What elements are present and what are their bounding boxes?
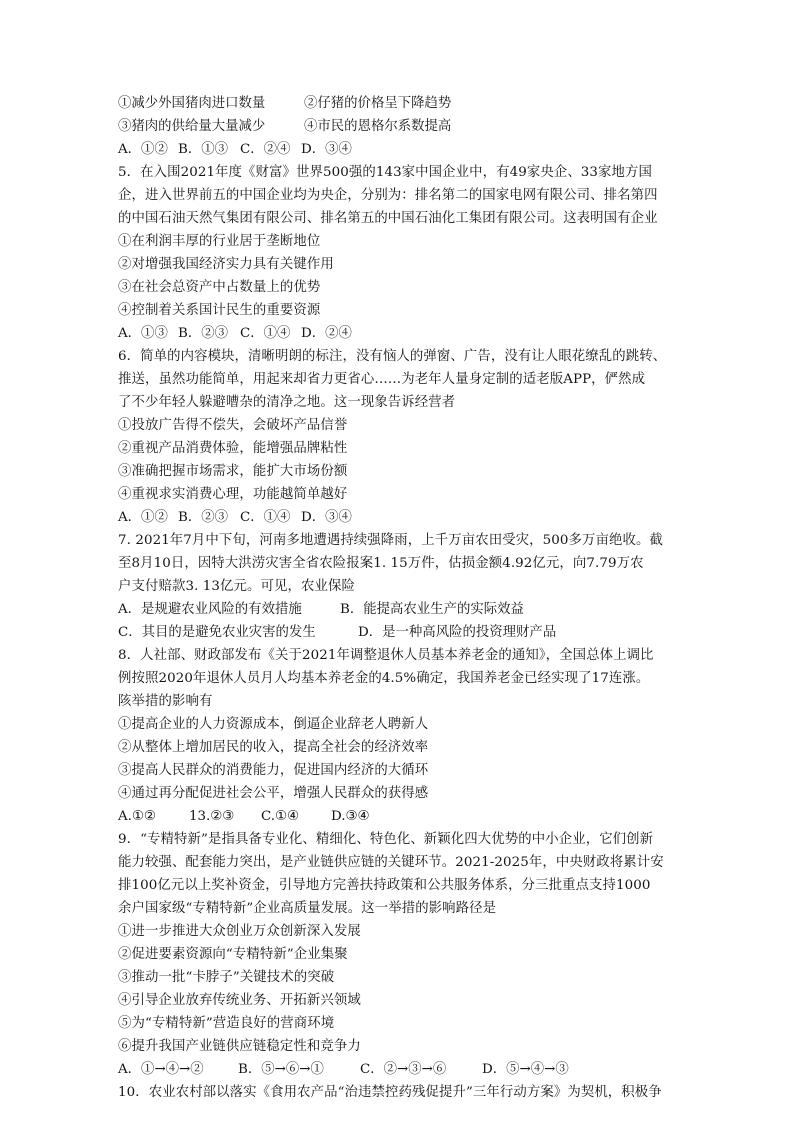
answer-choice: D．②④ bbox=[301, 326, 352, 341]
statement-item: ③在社会总资产中占数量上的优势 bbox=[118, 280, 321, 295]
answer-choice: A．①② bbox=[118, 510, 168, 525]
option-item: ③猪肉的供给量大量减少 bbox=[118, 119, 266, 134]
answer-choice: B．①③ bbox=[178, 142, 229, 157]
statement-item: ②重视产品消费体验，能增强品牌粘性 bbox=[118, 441, 348, 456]
question-8 bbox=[118, 644, 678, 828]
statement-item: ④控制着关系国计民生的重要资源 bbox=[118, 303, 321, 318]
question-stem-line: 排100亿元以上奖补资金，引导地方完善扶持政策和公共服务体系，分三批重点支持1000 bbox=[118, 878, 651, 893]
answer-choices bbox=[118, 621, 678, 644]
option-item: ④市民的恩格尔系数提高 bbox=[304, 119, 452, 134]
question-stem-line: 余户国家级“专精特新”企业高质量发展。这一举措的影响路径是 bbox=[118, 901, 497, 916]
answer-choice: A．①③ bbox=[118, 326, 168, 341]
answer-choice: B．②③ bbox=[178, 510, 229, 525]
answer-choice: B．②③ bbox=[178, 326, 229, 341]
answer-choices bbox=[118, 1058, 678, 1081]
answer-choice: A．①② bbox=[118, 142, 168, 157]
option-row bbox=[118, 92, 678, 115]
answer-choice: B．⑤→⑥→① bbox=[238, 1062, 324, 1077]
statement-item: ②从整体上增加居民的收入，提高全社会的经济效率 bbox=[118, 740, 429, 755]
statement-item: ①提高企业的人力资源成本，倒逼企业辞老人聘新人 bbox=[118, 717, 429, 732]
statement-item: ④通过再分配促进社会公平，增强人民群众的获得感 bbox=[118, 786, 429, 801]
statement-item: ⑥提升我国产业链供应链稳定性和竞争力 bbox=[118, 1039, 361, 1054]
option-row bbox=[118, 115, 678, 138]
question-5 bbox=[118, 161, 678, 345]
question-stem-line: 的中国石油天然气集团有限公司、排名第五的中国石油化工集团有限公司。这表明国有企业 bbox=[118, 211, 658, 226]
answer-choices bbox=[118, 506, 678, 529]
statement-item: ④引导企业放弃传统业务、开拓新兴领域 bbox=[118, 993, 361, 1008]
question-9 bbox=[118, 828, 678, 1081]
exam-page bbox=[118, 92, 678, 1104]
question-stem-line: 10．农业农村部以落实《食用农产品“治违禁控药残促提升”三年行动方案》为契机，积极争 bbox=[118, 1085, 662, 1100]
question-stem-line: 陔举措的影响有 bbox=[118, 694, 213, 709]
answer-choice: A．是规避农业风险的有效措施 bbox=[118, 602, 302, 617]
answer-choice: C.①④ bbox=[261, 809, 300, 824]
answer-choice: A.①② bbox=[118, 809, 156, 824]
answer-choice: C．②→③→⑥ bbox=[360, 1062, 447, 1077]
statement-item: ⑤为“专精特新”营造良好的营商环境 bbox=[118, 1016, 335, 1031]
answer-choice: B．能提高农业生产的实际效益 bbox=[340, 602, 524, 617]
option-item: ①减少外国猪肉进口数量 bbox=[118, 96, 266, 111]
question-stem-line: 5．在入围2021年度《财富》世界500强的143家中国企业中，有49家央企、33家地方国 bbox=[118, 165, 653, 180]
question-stem-line: 至8月10日，因特大洪涝灾害全省农险报案1. 15万件，估损金额4.92亿元，向7.79万农 bbox=[118, 556, 644, 571]
question-6 bbox=[118, 345, 678, 529]
question-10 bbox=[118, 1081, 678, 1104]
statement-item: ②对增强我国经济实力具有关键作用 bbox=[118, 257, 334, 272]
question-stem-line: 了不少年轻人躲避嘈杂的清净之地。这一现象告诉经营者 bbox=[118, 395, 456, 410]
statement-item: ③推动一批“卡脖子”关键技术的突破 bbox=[118, 970, 335, 985]
option-item: ②仔猪的价格呈下降趋势 bbox=[304, 96, 452, 111]
question-stem-line: 9．“专精特新”是指具备专业化、精细化、特色化、新颖化四大优势的中小企业，它们创新 bbox=[118, 832, 654, 847]
statement-item: ①投放广告得不偿失，会破坏产品信誉 bbox=[118, 418, 348, 433]
question-7 bbox=[118, 529, 678, 644]
answer-choices bbox=[118, 322, 678, 345]
answer-choices bbox=[118, 805, 678, 828]
statement-item: ①进一步推进大众创业万众创新深入发展 bbox=[118, 924, 361, 939]
statement-item: ③准确把握市场需求，能扩大市场份额 bbox=[118, 464, 348, 479]
answer-choice: D.③④ bbox=[331, 809, 370, 824]
question-stem-line: 例按照2020年退休人员月人均基本养老金的4.5%确定，我国养老金已经实现了17连涨。 bbox=[118, 671, 650, 686]
answer-choices bbox=[118, 138, 678, 161]
answer-choice: 13.②③ bbox=[189, 809, 235, 824]
statement-item: ④重视求实消费心理，功能越简单越好 bbox=[118, 487, 348, 502]
question-stem-line: 推送，虽然功能简单，用起来却省力更省心……为老年人量身定制的适老版APP，俨然成 bbox=[118, 372, 646, 387]
question-stem-line: 户支付赔款3. 13亿元。可见，农业保险 bbox=[118, 579, 355, 594]
answer-choice: D．⑤→④→③ bbox=[482, 1062, 569, 1077]
answer-choice: D．是一种高风险的投资理财产品 bbox=[358, 625, 557, 640]
answer-choice: C．①④ bbox=[240, 326, 291, 341]
statement-item: ②促进要素资源向“专精特新”企业集聚 bbox=[118, 947, 348, 962]
answer-choice: C．其目的是避免农业灾害的发生 bbox=[118, 625, 316, 640]
answer-choices bbox=[118, 598, 678, 621]
question-stem-line: 能力较强、配套能力突出，是产业链供应链的关键环节。2021-2025年，中央财政将累计安 bbox=[118, 855, 664, 870]
answer-choice: D．③④ bbox=[301, 142, 352, 157]
statement-item: ③提高人民群众的消费能力，促进国内经济的大循环 bbox=[118, 763, 429, 778]
question-stem-line: 6．简单的内容模块，清晰明朗的标注，没有恼人的弹窗、广告，没有让人眼花缭乱的跳转、 bbox=[118, 349, 667, 364]
statement-item: ①在利润丰厚的行业居于垄断地位 bbox=[118, 234, 321, 249]
answer-choice: C．①④ bbox=[240, 510, 291, 525]
answer-choice: A．①→④→② bbox=[118, 1062, 204, 1077]
question-stem-line: 7. 2021年7月中下旬，河南多地遭遇持续强降雨，上千万亩农田受灾，500多万亩绝收。截 bbox=[118, 533, 663, 548]
question-4-tail bbox=[118, 92, 678, 161]
question-stem-line: 企，进入世界前五的中国企业均为央企，分别为：排名第二的国家电网有限公司、排名第四 bbox=[118, 188, 658, 203]
answer-choice: C．②④ bbox=[240, 142, 291, 157]
question-stem-line: 8．人社部、财政部发布《关于2021年调整退休人员基本养老金的通知》，全国总体上调比 bbox=[118, 648, 654, 663]
answer-choice: D．③④ bbox=[301, 510, 352, 525]
